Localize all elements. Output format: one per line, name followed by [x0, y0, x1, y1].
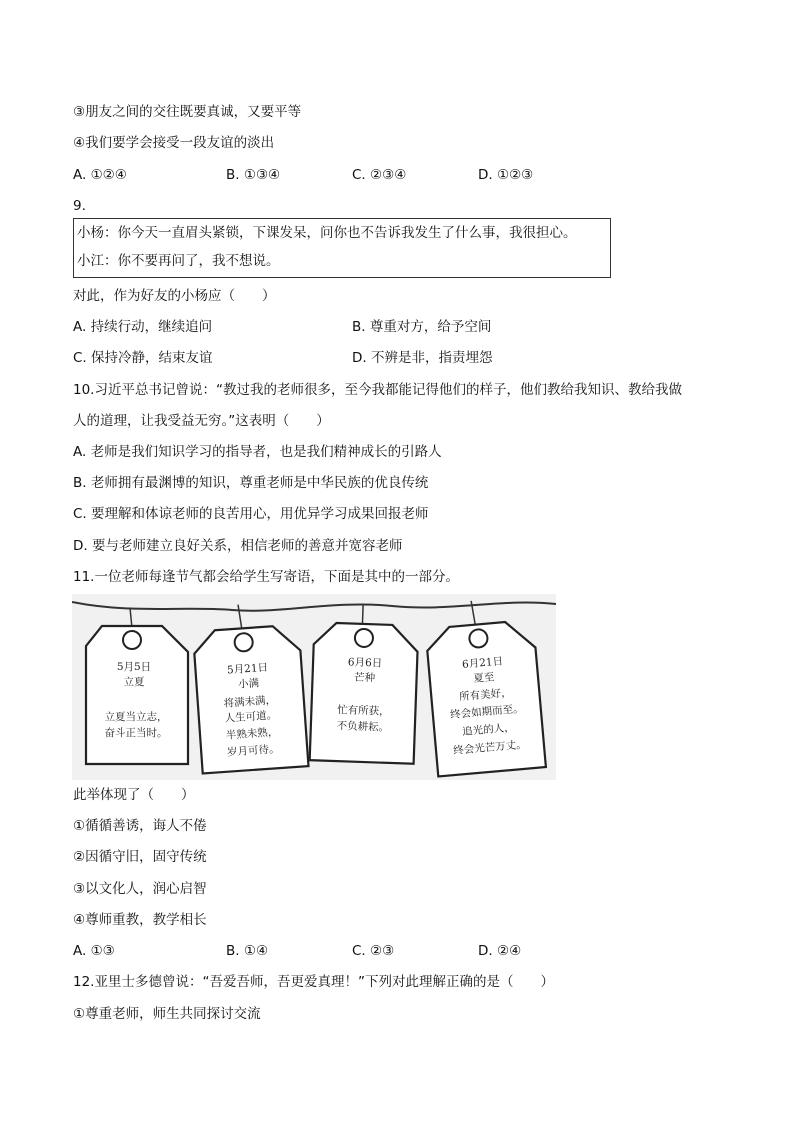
q11-stem: 11.一位老师每逢节气都会给学生写寄语，下面是其中的一部分。: [73, 569, 459, 585]
q11-stem-2: 此举体现了（ ）: [73, 787, 195, 803]
q12-statement-1: ①尊重老师，师生共同探讨交流: [73, 1006, 261, 1022]
q9-dialog-line-2: 小江：你不要再问了，我不想说。: [77, 253, 280, 269]
q9-number: 9.: [73, 198, 86, 214]
tag-xiazhi-line-4: 终会光芒万丈。: [452, 738, 528, 758]
tag-lixia-date: 5月5日: [116, 661, 152, 673]
q8-statement-4: ④我们要学会接受一段友谊的淡出: [73, 135, 275, 151]
tag-mangzhong-line-1: 忙有所获，: [336, 704, 390, 718]
q12-stem: 12.亚里士多德曾说：“吾爱吾师，吾更爱真理！”下列对此理解正确的是（ ）: [73, 974, 554, 990]
tag-xiazhi-line-2: 终会如期而至。: [449, 702, 525, 722]
q10-option-a: A. 老师是我们知识学习的指导者，也是我们精神成长的引路人: [73, 444, 442, 460]
tag-lixia-line-1: 立夏当立志，: [104, 711, 168, 723]
q11-statement-2: ②因循守旧，固守传统: [73, 849, 207, 865]
q9-option-b: B. 尊重对方，给予空间: [352, 319, 492, 335]
q8-option-b: B. ①③④: [226, 167, 281, 183]
tag-xiaoman-line-3: 半熟未熟，: [225, 726, 279, 742]
q11-option-b: B. ①④: [226, 943, 269, 959]
q8-option-a: A. ①②④: [73, 167, 127, 183]
q11-statement-1: ①循循善诱，诲人不倦: [73, 818, 207, 834]
q10-stem-line-1: 10.习近平总书记曾说：“教过我的老师很多，至今我都能记得他们的样子，他们教给我知识、教给我做: [73, 382, 682, 398]
q11-statement-4: ④尊师重教，教学相长: [73, 912, 207, 928]
tag-xiaoman-line-2: 人生可道。: [224, 709, 278, 725]
tag-xiazhi-term: 夏至: [472, 671, 495, 685]
tag-mangzhong-hole: [355, 629, 374, 648]
tag-mangzhong-date: 6月6日: [347, 656, 383, 670]
tag-xiazhi-line-1: 所有美好，: [458, 686, 513, 704]
q8-option-d: D. ①②③: [478, 167, 534, 183]
q9-option-c: C. 保持冷静，结束友谊: [73, 350, 213, 366]
q10-stem-line-2: 人的道理，让我受益无穷。”这表明（ ）: [73, 413, 330, 429]
q8-statement-3: ③朋友之间的交往既要真诚，又要平等: [73, 104, 302, 120]
q10-option-c: C. 要理解和体谅老师的良苦用心，用优异学习成果回报老师: [73, 506, 429, 522]
q10-option-d: D. 要与老师建立良好关系，相信老师的善意并宽容老师: [73, 538, 403, 554]
tag-xiazhi-line-3: 追光的人，: [461, 721, 516, 739]
q11-option-c: C. ②③: [352, 943, 395, 959]
tag-xiaoman-line-1: 将满未满，: [223, 694, 277, 710]
q11-statement-3: ③以文化人，润心启智: [73, 881, 207, 897]
q9-option-a: A. 持续行动，继续追问: [73, 319, 213, 335]
tag-mangzhong-cord: [362, 604, 363, 624]
tag-lixia-line-2: 奋斗正当时。: [104, 727, 168, 739]
q9-dialog-line-1: 小杨：你今天一直眉头紧锁，下课发呆，问你也不告诉我发生了什么事，我很担心。: [77, 225, 577, 241]
q9-dialog-box: [73, 218, 611, 278]
tag-lixia-hole: [123, 631, 141, 649]
tag-lixia-term: 立夏: [123, 676, 145, 688]
q9-stem: 对此，作为好友的小杨应（ ）: [73, 288, 276, 304]
q8-option-c: C. ②③④: [352, 167, 407, 183]
q10-option-b: B. 老师拥有最渊博的知识，尊重老师是中华民族的优良传统: [73, 475, 429, 491]
q11-option-d: D. ②④: [478, 943, 522, 959]
q9-option-d: D. 不辨是非，指责埋怨: [352, 350, 493, 366]
tag-mangzhong-line-2: 不负耕耘。: [336, 720, 390, 734]
solar-term-tags-illustration: [72, 594, 556, 780]
q11-option-a: A. ①③: [73, 943, 115, 959]
tag-xiaoman-hole: [234, 633, 253, 652]
tag-xiazhi-hole: [469, 629, 489, 649]
tag-mangzhong-term: 芒种: [353, 671, 376, 685]
tag-xiaoman-date: 5月21日: [226, 661, 269, 677]
tag-xiaoman-line-4: 岁月可待。: [226, 743, 280, 759]
tag-xiazhi-date: 6月21日: [461, 655, 504, 671]
tag-xiaoman-term: 小满: [237, 677, 260, 691]
